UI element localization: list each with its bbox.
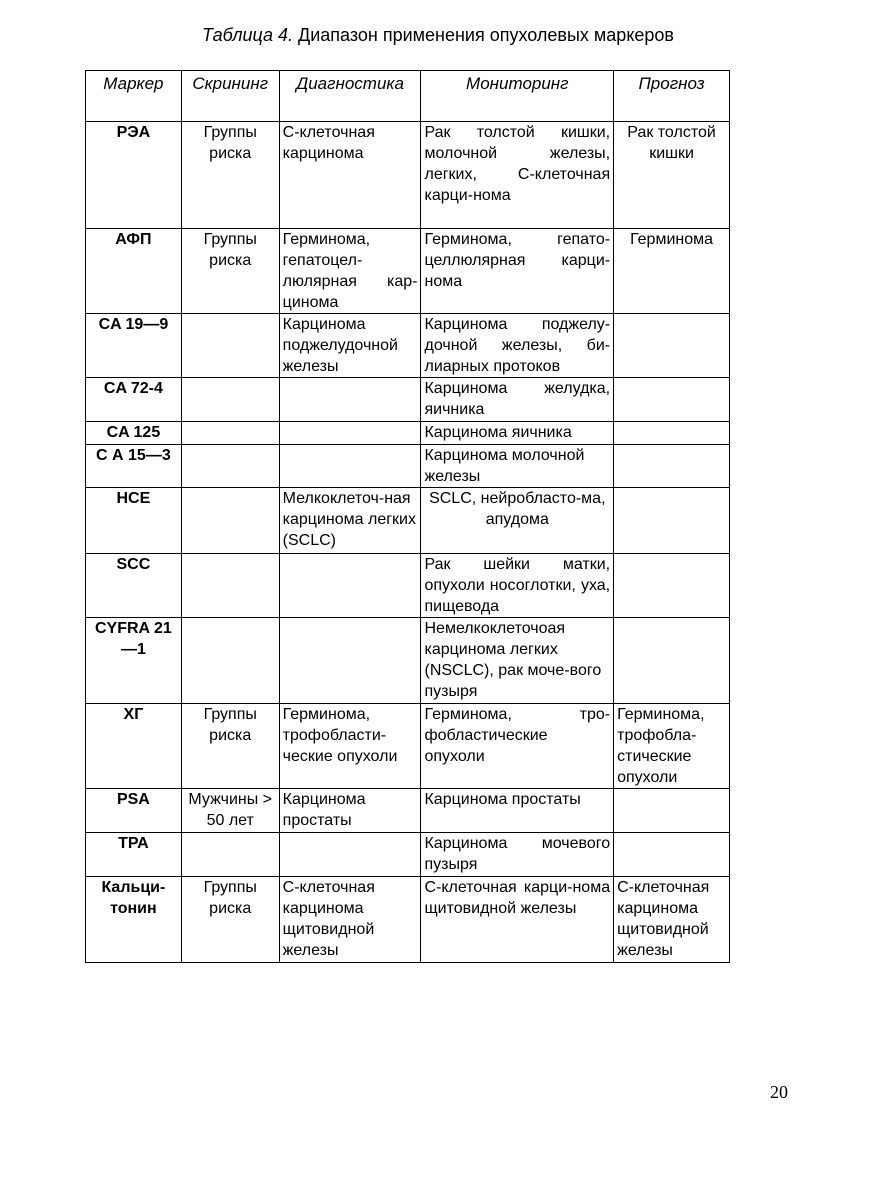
cell-screening: Группы риска [181,704,279,789]
header-marker: Маркер [86,71,182,122]
table-caption [0,25,876,46]
cell-monitoring: Карцинома мочевого пузыря [421,833,614,877]
table-header-row [86,71,730,122]
cell-diagnostics: Карцинома простаты [279,789,421,833]
cell-marker: АФП [86,229,182,314]
cell-diagnostics [279,554,421,618]
cell-prognosis: Герминома, трофобла-стические опухоли [614,704,730,789]
table-row [86,122,730,229]
cell-prognosis [614,488,730,554]
cell-prognosis [614,554,730,618]
header-diagnostics: Диагностика [279,71,421,122]
cell-monitoring: С-клеточная карци-нома щитовидной железы [421,877,614,963]
table-row [86,554,730,618]
cell-marker: С А 15—3 [86,445,182,488]
cell-monitoring: Немелкоклеточоая карцинома легких (NSCLC), рак моче-вого пузыря [421,618,614,704]
page-number: 20 [770,1082,788,1102]
cell-prognosis: Рак толстой кишки [614,122,730,229]
cell-prognosis: Герминома [614,229,730,314]
table-row [86,314,730,378]
cell-diagnostics: С-клеточная карцинома щитовидной железы [279,877,421,963]
cell-marker: PSA [86,789,182,833]
cell-prognosis [614,378,730,422]
tumor-markers-table [85,70,730,963]
cell-monitoring: SCLC, нейробласто-ма, апудома [421,488,614,554]
cell-marker: ТРА [86,833,182,877]
cell-screening [181,488,279,554]
table-row [86,704,730,789]
table-row [86,445,730,488]
cell-diagnostics [279,618,421,704]
cell-screening: Группы риска [181,229,279,314]
cell-diagnostics: Карцинома поджелудочной железы [279,314,421,378]
cell-prognosis [614,314,730,378]
cell-diagnostics [279,378,421,422]
table-row [86,378,730,422]
table-row [86,789,730,833]
table-row [86,229,730,314]
cell-diagnostics: С-клеточная карцинома [279,122,421,229]
table-row [86,833,730,877]
cell-diagnostics: Герминома, трофобласти-ческие опухоли [279,704,421,789]
table-caption-text: Диапазон применения опухолевых маркеров [298,25,674,45]
cell-screening [181,618,279,704]
cell-marker: Кальци-тонин [86,877,182,963]
cell-screening: Мужчины > 50 лет [181,789,279,833]
cell-screening [181,554,279,618]
cell-monitoring: Рак шейки матки, опухоли носоглотки, уха, пищевода [421,554,614,618]
table-row [86,618,730,704]
cell-screening [181,314,279,378]
header-screening: Скрининг [181,71,279,122]
cell-marker: CA 19—9 [86,314,182,378]
cell-prognosis [614,789,730,833]
cell-marker: ХГ [86,704,182,789]
cell-prognosis: С-клеточная карцинома щитовидной железы [614,877,730,963]
cell-prognosis [614,445,730,488]
cell-monitoring: Рак толстой кишки, молочной железы, легких, С-клеточная карци-нома [421,122,614,229]
cell-marker: НСЕ [86,488,182,554]
cell-monitoring: Герминома, гепато-целлюлярная карци-нома [421,229,614,314]
cell-marker: CA 72-4 [86,378,182,422]
table-row [86,877,730,963]
cell-monitoring: Карцинома простаты [421,789,614,833]
cell-marker: CYFRA 21—1 [86,618,182,704]
cell-marker: SCC [86,554,182,618]
cell-marker: CA 125 [86,422,182,445]
table-row [86,488,730,554]
cell-marker: РЭА [86,122,182,229]
cell-diagnostics: Герминома, гепатоцел-люлярная кар-цинома [279,229,421,314]
cell-monitoring: Герминома, тро-фобластические опухоли [421,704,614,789]
cell-screening [181,833,279,877]
table-row [86,422,730,445]
cell-screening [181,422,279,445]
cell-prognosis [614,618,730,704]
cell-prognosis [614,422,730,445]
header-monitoring: Мониторинг [421,71,614,122]
cell-diagnostics [279,833,421,877]
cell-screening [181,378,279,422]
cell-prognosis [614,833,730,877]
cell-diagnostics [279,422,421,445]
cell-monitoring: Карцинома желудка, яичника [421,378,614,422]
cell-monitoring: Карцинома поджелу-дочной железы, би-лиарных протоков [421,314,614,378]
cell-screening: Группы риска [181,122,279,229]
cell-monitoring: Карцинома молочной железы [421,445,614,488]
table-caption-label: Таблица 4. [201,25,294,45]
cell-diagnostics: Мелкоклеточ-ная карцинома легких (SCLC) [279,488,421,554]
cell-diagnostics [279,445,421,488]
cell-screening [181,445,279,488]
cell-monitoring: Карцинома яичника [421,422,614,445]
cell-screening: Группы риска [181,877,279,963]
header-prognosis: Прогноз [614,71,730,122]
